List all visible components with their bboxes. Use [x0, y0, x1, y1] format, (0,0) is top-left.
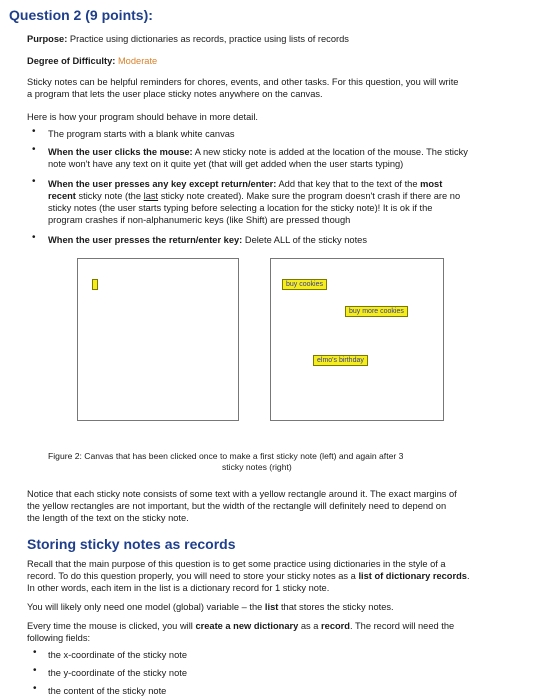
notice-line-2: the yellow rectangles are not important, but the width of the rectangle will definitely need to depend on	[27, 501, 447, 511]
bullet-3-line-3: sticky notes (the user starts typing before selecting a location for the sticky note)! It is ok if the	[48, 203, 433, 213]
bullet-3-line-1	[48, 178, 516, 190]
bullet-2-rest: A new sticky note is added at the location of the mouse. The sticky	[194, 147, 468, 157]
notice-line-3: the length of the text on the sticky note.	[27, 513, 189, 523]
every-e: . The record will need the	[349, 621, 455, 631]
sticky-note: buy more cookies	[345, 306, 408, 317]
every-d: record	[321, 621, 350, 631]
recall-line-2a: record. To do this question properly, you will need to store your sticky notes as a	[27, 571, 356, 581]
purpose-label: Purpose:	[27, 34, 68, 44]
bullet-3-line2-a: sticky note (the	[78, 191, 142, 201]
bullet-marker: •	[32, 144, 36, 155]
difficulty-value: Moderate	[117, 56, 158, 66]
bullet-2-line-1	[48, 146, 516, 158]
recall-line-2	[27, 570, 535, 582]
figure-caption-line-1: Figure 2: Canvas that has been clicked once to make a first sticky note (left) and again after 3	[48, 451, 404, 461]
recall-line-2b: list of dictionary records	[358, 571, 467, 581]
bullet-marker: •	[32, 126, 36, 137]
every-b: create a new dictionary	[195, 621, 299, 631]
bullet-3-line2-b: sticky note created). Make sure the program doesn't crash if there are no	[160, 191, 461, 201]
bullet-1-text: The program starts with a blank white canvas	[48, 129, 235, 139]
model-line	[27, 601, 535, 613]
sticky-note-empty	[92, 279, 98, 290]
every-line-1	[27, 620, 535, 632]
bullet-marker: •	[32, 232, 36, 243]
difficulty-label: Degree of Difficulty:	[27, 56, 116, 66]
intro-line-2: a program that lets the user place sticky notes anywhere on the canvas.	[27, 89, 323, 99]
purpose-text: Practice using dictionaries as records, practice using lists of records	[69, 34, 349, 44]
bullet-3-rest: Add that key that to the text of the	[278, 179, 418, 189]
field-item: the x-coordinate of the sticky note	[48, 650, 188, 660]
bullet-marker: •	[33, 683, 37, 694]
sticky-note: elmo's birthday	[313, 355, 368, 366]
recall-line-2c: .	[466, 571, 470, 581]
canvas-left	[77, 258, 239, 421]
figure-caption-line-2: sticky notes (right)	[222, 462, 292, 472]
canvas-right	[270, 258, 444, 421]
bullet-marker: •	[32, 176, 36, 187]
bullet-2-bold: When the user clicks the mouse:	[48, 147, 193, 157]
behave-heading: Here is how your program should behave in more detail.	[27, 112, 258, 122]
bullet-3-line-4: program crashes if non-alphanumeric keys (like Shift) are pressed though	[48, 215, 351, 225]
bullet-marker: •	[33, 647, 37, 658]
bullet-3-last: last	[143, 191, 159, 201]
intro-line-1: Sticky notes can be helpful reminders for chores, events, and other tasks. For this question, you will write	[27, 77, 459, 87]
bullet-3-line-2	[48, 190, 516, 202]
purpose-line	[27, 33, 535, 45]
model-b: list	[264, 602, 279, 612]
field-item: the content of the sticky note	[48, 686, 167, 696]
question-title: Question 2 (9 points):	[9, 7, 153, 23]
bullet-3-recent: recent	[48, 191, 76, 201]
recall-line-3: In other words, each item in the list is a dictionary record for 1 sticky note.	[27, 583, 330, 593]
bullet-3-bold: When the user presses any key except return/enter:	[48, 179, 277, 189]
field-item: the y-coordinate of the sticky note	[48, 668, 188, 678]
notice-line-1: Notice that each sticky note consists of some text with a yellow rectangle around it. The exact margins of	[27, 489, 457, 499]
every-a: Every time the mouse is clicked, you will	[27, 621, 193, 631]
bullet-4-line	[48, 234, 516, 246]
model-c: that stores the sticky notes.	[280, 602, 394, 612]
difficulty-line	[27, 55, 535, 67]
model-a: You will likely only need one model (global) variable – the	[27, 602, 263, 612]
every-c: as a	[300, 621, 319, 631]
bullet-marker: •	[33, 665, 37, 676]
bullet-2-line-2: note won't have any text on it quite yet (that will get added when the user starts typing)	[48, 159, 404, 169]
recall-line-1: Recall that the main purpose of this question is to get some practice using dictionaries in the style of a	[27, 559, 446, 569]
sticky-note: buy cookies	[282, 279, 327, 290]
bullet-4-rest: Delete ALL of the sticky notes	[244, 235, 367, 245]
bullet-3-most: most	[420, 179, 443, 189]
bullet-4-bold: When the user presses the return/enter key:	[48, 235, 243, 245]
every-line-2: following fields:	[27, 633, 91, 643]
section-heading: Storing sticky notes as records	[27, 536, 236, 552]
